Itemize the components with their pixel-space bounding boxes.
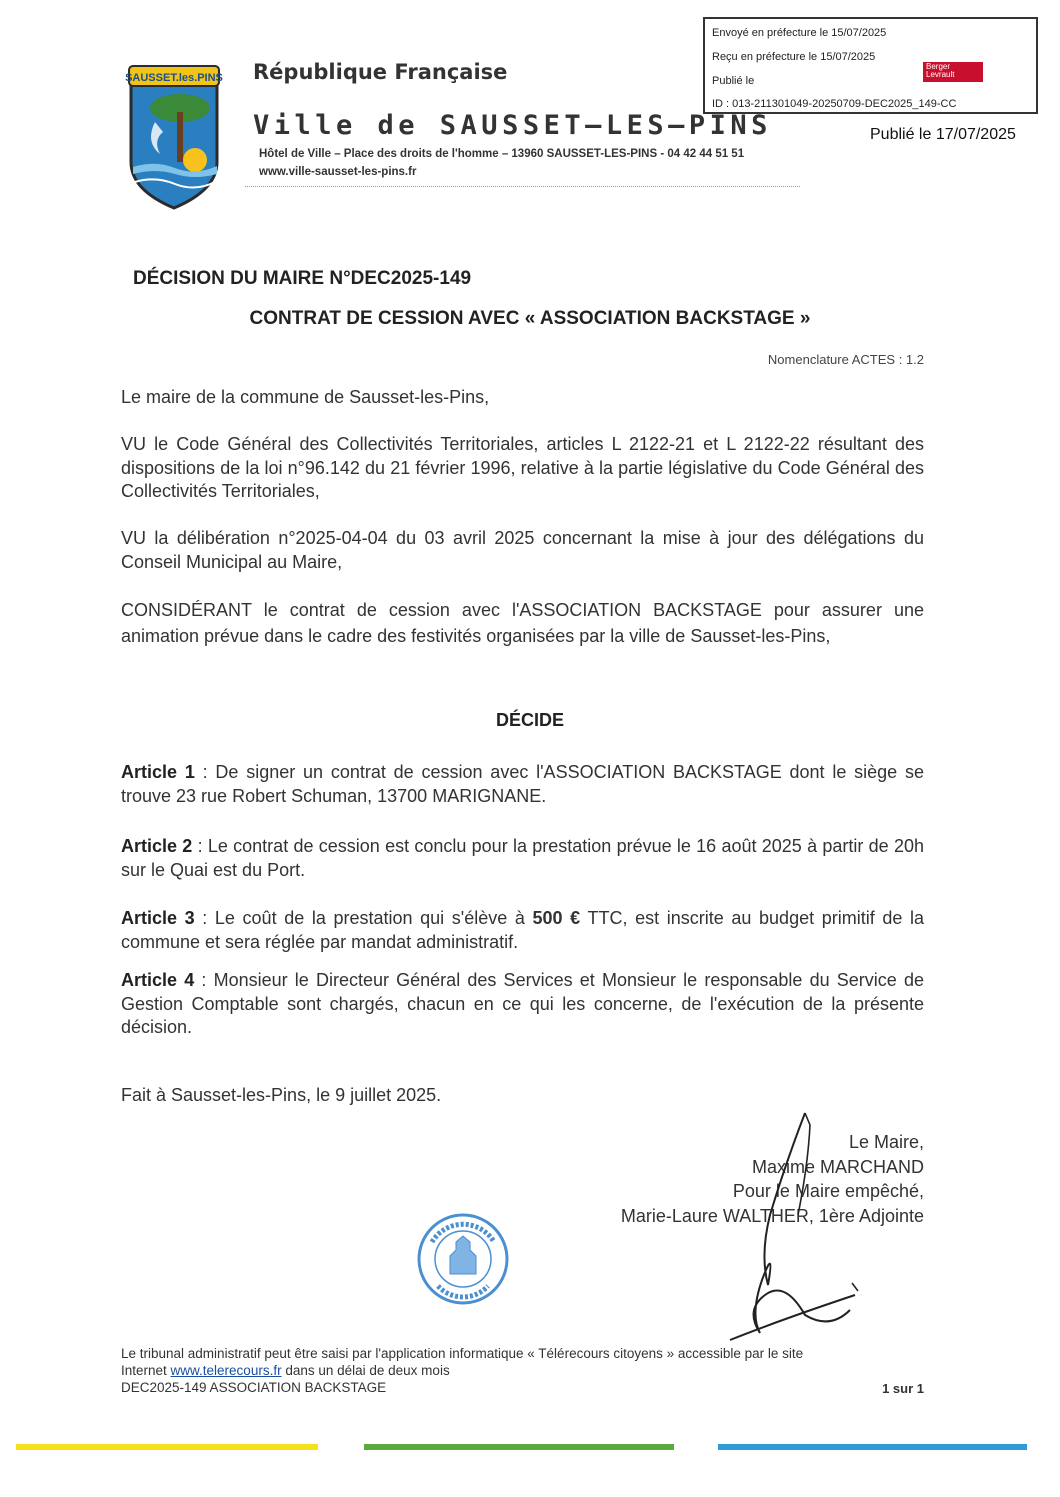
republique-francaise: République Française [253,60,508,84]
decision-subject: CONTRAT DE CESSION AVEC « ASSOCIATION BACKSTAGE » [249,308,811,329]
berger-levrault-logo: Berger Levrault [923,62,983,82]
article-3-text-before: : Le coût de la prestation qui s'élève à [194,908,533,928]
article-2-text: : Le contrat de cession est conclu pour la prestation prévue le 16 août 2025 à partir de 20h sur le Quai est du Port. [121,836,924,880]
handwritten-signature [690,1105,880,1355]
telerecours-link[interactable]: www.telerecours.fr [170,1363,282,1378]
stamp-recu: Reçu en préfecture le 15/07/2025 [712,51,876,63]
town-address: Hôtel de Ville – Place des droits de l'homme – 13960 SAUSSET-LES-PINS - 04 42 44 51 51 [259,148,745,160]
legal-footer [121,1345,924,1396]
article-1 [121,761,924,808]
footer-reference: DEC2025-149 ASSOCIATION BACKSTAGE [121,1380,387,1395]
vu-deliberation-paragraph: VU la délibération n°2025-04-04 du 03 avril 2025 concernant la mise à jour des délégations du Conseil Municipal au Maire, [121,528,924,572]
article-4-label: Article 4 [121,970,195,990]
decide-heading: DÉCIDE [495,710,564,730]
place-and-date: Fait à Sausset-les-Pins, le 9 juillet 2025. [121,1085,442,1105]
footer-line-2-after: dans un délai de deux mois [281,1363,450,1378]
signature-line-2: Maxime MARCHAND [751,1156,924,1177]
footer-line-2-before: Internet [121,1363,171,1378]
article-3-label: Article 3 [121,908,195,928]
publication-date: Publié le 17/07/2025 [870,126,1016,143]
stamp-publie: Publié le [712,75,755,87]
vu-code-paragraph: VU le Code Général des Collectivités Territoriales, articles L 2122-21 et L 2122-22 résultant des dispositions de la loi n°96.142 du 21 février 1996, relative à la partie législative du Code Général des Collectivités Territoriales, [121,434,924,501]
page-number: 1 sur 1 [882,1381,924,1396]
signature-line-3: Pour le Maire empêché, [732,1181,924,1201]
prefecture-stamp [703,17,1038,114]
article-1-label: Article 1 [121,762,195,782]
article-2-label: Article 2 [121,836,193,856]
stamp-envoye: Envoyé en préfecture le 15/07/2025 [712,27,887,39]
nomenclature: Nomenclature ACTES : 1.2 [767,352,924,367]
article-2 [121,835,924,882]
mairie-seal-stamp [416,1212,510,1306]
signature-line-4: Marie-Laure WALTHER, 1ère Adjointe [620,1205,924,1226]
signature-line-1: Le Maire, [848,1132,924,1152]
footer-bar-green [364,1444,674,1450]
article-4 [121,969,924,1040]
town-website: www.ville-sausset-les-pins.fr [259,166,417,178]
town-name: Ville de SAUSSET–LES–PINS [253,110,772,141]
footer-line-1: Le tribunal administratif peut être saisi par l'application informatique « Télérecours citoyens » accessible par le site [121,1346,804,1361]
article-3 [121,907,924,954]
article-4-text: : Monsieur le Directeur Général des Services et Monsieur le responsable du Service de Gestion Comptable sont chargés, chacun en ce qui les concerne, de l'exécution de la présente décision. [121,970,924,1037]
article-3-amount: 500 € [532,908,581,928]
stamp-id: ID : 013-211301049-20250709-DEC2025_149-CC [712,98,957,110]
footer-bar-yellow [16,1444,318,1450]
decision-title: DÉCISION DU MAIRE N°DEC2025-149 [133,268,472,289]
svg-text:SAUSSET.les.PINS: SAUSSET.les.PINS [125,72,223,84]
footer-line-2 [121,1362,924,1379]
considerant-paragraph: CONSIDÉRANT le contrat de cession avec l'ASSOCIATION BACKSTAGE pour assurer une animation prévue dans le cadre des festivités organisées par la ville de Sausset-les-Pins, [121,600,924,646]
header-divider [245,186,800,187]
article-3-text-after: TTC, est inscrite au budget primitif de la commune et sera réglée par mandat administratif. [121,908,924,952]
article-1-text: : De signer un contrat de cession avec l'ASSOCIATION BACKSTAGE dont le siège se trouve 23 rue Robert Schuman, 13700 MARIGNANE. [121,762,924,806]
town-crest-logo [125,62,223,210]
footer-bar-blue [718,1444,1027,1450]
intro-paragraph: Le maire de la commune de Sausset-les-Pins, [121,387,490,407]
